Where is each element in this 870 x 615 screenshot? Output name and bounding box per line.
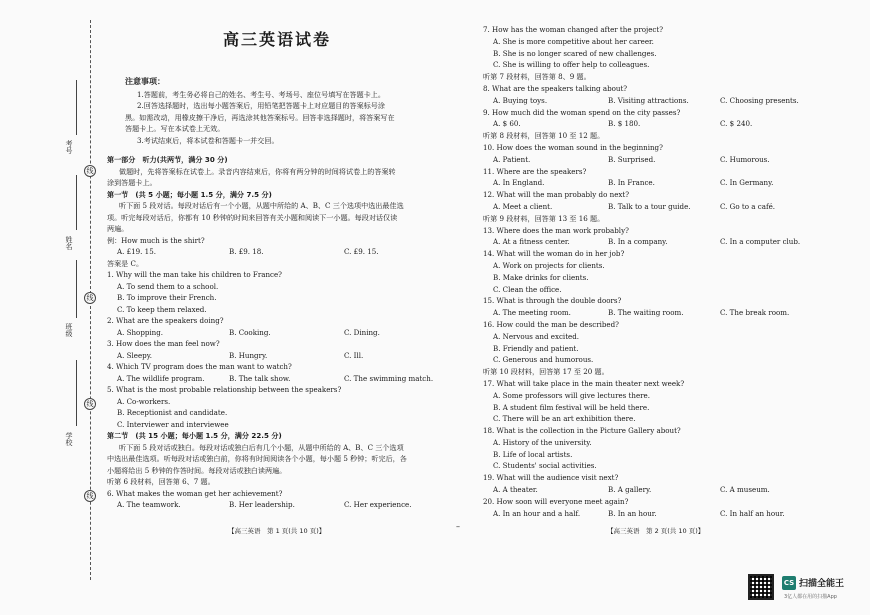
- option: C. $ 240.: [720, 119, 753, 129]
- option: B. In a company.: [608, 237, 668, 247]
- question-text: 16. How could the man be described?: [483, 319, 619, 329]
- option-row: [107, 499, 447, 511]
- question-text: 19. What will the audience visit next?: [483, 473, 619, 483]
- section2-intro-line: 听下面 5 段对话或独白。每段对话或独白后有几个小题，从题中所给的 A、B、C 三个选项: [119, 442, 404, 452]
- question-item: [483, 496, 818, 520]
- example-answer: 答案是 C。: [107, 258, 144, 268]
- school-blank: [76, 360, 77, 426]
- question-item: [107, 315, 447, 338]
- option: A. The wildlife program.: [117, 373, 205, 383]
- option: A. Buying toys.: [493, 95, 548, 105]
- option: A. Some professors will give lectures there.: [493, 390, 651, 400]
- material-note: 听第 7 段材料，回答第 8、9 题。: [483, 72, 591, 82]
- option: B. Talk to a tour guide.: [608, 201, 691, 211]
- question-text: 15. What is through the double doors?: [483, 296, 622, 306]
- question-item: [483, 189, 818, 213]
- exam-title: 高三英语试卷: [222, 30, 331, 49]
- option: A. In an hour and a half.: [493, 508, 581, 518]
- option: C. Generous and humorous.: [493, 355, 594, 365]
- binding-circle-mark: 线: [84, 398, 96, 410]
- question-item: [483, 295, 818, 319]
- option: C. £9. 15.: [344, 247, 379, 256]
- question-item: [107, 384, 447, 430]
- question-text: 8. What are the speakers talking about?: [483, 83, 628, 93]
- question-item: [483, 378, 818, 425]
- example-question: 例：How much is the shirt?: [107, 235, 205, 245]
- option: B. Friendly and patient.: [493, 343, 579, 353]
- question-text: 4. Which TV program does the man want to watch?: [107, 362, 292, 371]
- option: B. Visiting attractions.: [608, 95, 689, 105]
- question-item: [107, 361, 447, 384]
- exam-number-blank: [76, 80, 77, 135]
- option-row: [107, 373, 447, 385]
- part1-intro-line: 做题时，先将答案标在试卷上。录音内容结束后，你将有两分钟的时间将试卷上的答案转: [119, 166, 396, 176]
- option: A. $ 60.: [493, 119, 521, 129]
- material-note: 听第 10 段材料，回答第 17 至 20 题。: [483, 367, 609, 377]
- question-item: [483, 24, 818, 71]
- center-dash: –: [456, 522, 460, 531]
- option-row: [483, 177, 818, 189]
- question-item: [483, 83, 818, 107]
- qr-code: [748, 574, 774, 600]
- notice-item: 答题卡上。写在本试卷上无效。: [125, 124, 225, 133]
- question-item: [483, 142, 818, 166]
- option: C. The break room.: [720, 308, 790, 318]
- option-row: [483, 484, 818, 496]
- option: B. Receptionist and candidate.: [117, 408, 228, 417]
- question-text: 2. What are the speakers doing?: [107, 316, 224, 325]
- section2-intro-line: 小题将给出 5 秒钟的作答时间。每段对话或独白读两遍。: [107, 465, 287, 475]
- question-item: [107, 269, 447, 315]
- name-blank: [76, 175, 77, 230]
- option: C. Interviewer and interviewee: [117, 419, 229, 429]
- example-options: [107, 246, 447, 258]
- option: B. In France.: [608, 178, 655, 188]
- option: A. Shopping.: [117, 327, 164, 337]
- option-row: [107, 350, 447, 362]
- option: A. Nervous and excited.: [493, 331, 580, 341]
- question-text: 9. How much did the woman spend on the city passes?: [483, 107, 681, 117]
- option: C. Choosing presents.: [720, 95, 799, 105]
- option: A. The teamwork.: [117, 500, 181, 509]
- option: B. A student film festival will be held there.: [493, 402, 650, 412]
- option-row: [483, 307, 818, 319]
- binding-margin: [0, 0, 100, 615]
- page-1-footer: 【高三英语 第 1 页(共 10 页)】: [228, 527, 326, 535]
- question-text: 13. Where does the man work probably?: [483, 225, 629, 235]
- option: C. Students' social activities.: [493, 461, 597, 471]
- option: B. She is no longer scared of new challenges.: [493, 48, 657, 58]
- option: B. To improve their French.: [117, 293, 217, 302]
- option-row: [483, 236, 818, 248]
- name-label: 姓名: [65, 236, 73, 250]
- option: C. Her experience.: [344, 500, 412, 509]
- option: C. Clean the office.: [493, 284, 562, 294]
- option: C. The swimming match.: [344, 373, 434, 383]
- question-text: 7. How has the woman changed after the project?: [483, 25, 664, 34]
- question-text: 14. What will the woman do in her job?: [483, 249, 625, 259]
- material-note: 听第 9 段材料，回答第 13 至 16 题。: [483, 213, 605, 223]
- option: A. Meet a client.: [493, 201, 553, 211]
- option: A. Patient.: [493, 154, 531, 164]
- question-item: [107, 338, 447, 361]
- section1-intro-line: 听下面 5 段对话。每段对话后有一个小题，从题中所给的 A、B、C 三个选项中选出最佳选: [119, 201, 404, 210]
- question-item: [483, 425, 818, 472]
- camscanner-name: 扫描全能王: [799, 579, 845, 589]
- option-row: [483, 508, 818, 520]
- option: C. She is willing to offer help to colleagues.: [493, 60, 650, 70]
- option: A. At a fitness center.: [493, 237, 570, 247]
- school-label: 学校: [65, 432, 73, 446]
- option: B. $ 180.: [608, 119, 641, 129]
- option: C. To keep them relaxed.: [117, 304, 207, 314]
- binding-circle-mark: 线: [84, 292, 96, 304]
- exam-number-label: 考号: [65, 140, 73, 154]
- option: A. Work on projects for clients.: [493, 260, 605, 270]
- option: B. Make drinks for clients.: [493, 272, 589, 282]
- option: A. £19. 15.: [117, 247, 156, 256]
- question-text: 3. How does the man feel now?: [107, 339, 220, 348]
- option: C. A museum.: [720, 485, 770, 495]
- binding-circle-mark: 线: [84, 165, 96, 177]
- option: B. £9. 18.: [229, 247, 264, 256]
- class-label: 班级: [65, 323, 73, 337]
- question-item: [483, 472, 818, 496]
- notice-item: 3.考试结束后，将本试卷和答题卡一并交回。: [137, 135, 279, 145]
- option-row: [107, 327, 447, 339]
- option: B. The waiting room.: [608, 308, 684, 318]
- option: C. Humorous.: [720, 154, 770, 164]
- notice-item: 2.回答选择题时，选出每小题答案后，用铅笔把答题卡上对应题目的答案标号涂: [137, 101, 385, 110]
- notice-list: [107, 89, 447, 147]
- camscanner-tagline: 3亿人都在用的扫描App: [784, 594, 837, 600]
- question-text: 11. Where are the speakers?: [483, 166, 587, 176]
- notice-item: 1.答题前，考生务必将自己的姓名、考生号、考场号、座位号填写在答题卡上。: [137, 89, 385, 99]
- option: A. History of the university.: [493, 437, 592, 447]
- option: B. A gallery.: [608, 485, 652, 495]
- option: A. A theater.: [493, 485, 538, 495]
- question-text: 10. How does the woman sound in the beginning?: [483, 142, 663, 152]
- question-text: 1. Why will the man take his children to France?: [107, 270, 282, 279]
- option: B. Hungry.: [229, 350, 268, 360]
- option: B. Cooking.: [229, 327, 271, 337]
- option: C. In a computer club.: [720, 237, 801, 247]
- page-1: [107, 30, 447, 511]
- option: A. She is more competitive about her career.: [493, 36, 654, 46]
- part1-heading: 第一部分 听力(共两节，满分 30 分): [107, 155, 228, 164]
- option: A. The meeting room.: [493, 308, 571, 318]
- question-text: 5. What is the most probable relationship between the speakers?: [107, 385, 342, 394]
- option-row: [483, 201, 818, 213]
- option-row: [483, 95, 818, 107]
- part1-intro-line: 涂到答题卡上。: [107, 178, 157, 187]
- option: B. Her leadership.: [229, 500, 295, 509]
- option-row: [483, 154, 818, 166]
- option: C. There will be an art exhibition there.: [493, 414, 636, 424]
- option: A. Co-workers.: [117, 396, 171, 406]
- camscanner-logo: CS: [782, 576, 796, 590]
- question-text: 6. What makes the woman get her achievement?: [107, 488, 283, 498]
- option: A. Sleepy.: [117, 350, 153, 360]
- option-row: [483, 118, 818, 130]
- option: B. Life of local artists.: [493, 449, 573, 459]
- section1-intro-line: 两遍。: [107, 224, 129, 233]
- question-list: [107, 488, 447, 511]
- option: C. Go to a café.: [720, 201, 776, 211]
- section1-intro-line: 项。听完每段对话后，你都有 10 秒钟的时间来回答有关小题和阅读下一小题。每段对话仅读: [107, 212, 398, 222]
- question-item: [107, 488, 447, 511]
- question-item: [483, 166, 818, 190]
- page-2: [483, 24, 818, 519]
- option: A. In England.: [493, 178, 545, 188]
- question-item: [483, 319, 818, 366]
- question-text: 17. What will take place in the main theater next week?: [483, 378, 685, 388]
- option: C. Dining.: [344, 327, 380, 337]
- question-text: 20. How soon will everyone meet again?: [483, 496, 629, 506]
- option: B. In an hour.: [608, 508, 657, 518]
- option: B. Surprised.: [608, 154, 656, 164]
- notice-item: 黑。如需改动，用橡皮擦干净后，再选涂其他答案标号。回答非选择题时，将答案写在: [125, 112, 395, 122]
- page-2-footer: 【高三英语 第 2 页(共 10 页)】: [607, 527, 705, 535]
- option: A. To send them to a school.: [117, 281, 219, 291]
- question-item: [483, 107, 818, 131]
- material-note: 听第 8 段材料，回答第 10 至 12 题。: [483, 131, 605, 141]
- binding-circle-mark: 线: [84, 490, 96, 502]
- class-blank: [76, 260, 77, 318]
- notice-heading: 注意事项：: [125, 77, 165, 86]
- question-item: [483, 248, 818, 295]
- section2-intro-line: 中选出最佳选项。听每段对话或独白前，你将有时间阅读各个小题，每小题 5 秒钟；听完后，各: [107, 454, 407, 463]
- question-text: 12. What will the man probably do next?: [483, 190, 630, 200]
- option: C. Ill.: [344, 350, 364, 360]
- question-text: 18. What is the collection in the Picture Gallery about?: [483, 426, 681, 436]
- question-item: [483, 225, 818, 249]
- section1-heading: 第一节 (共 5 小题；每小题 1.5 分，满分 7.5 分): [107, 189, 272, 199]
- section2-heading: 第二节 (共 15 小题；每小题 1.5 分，满分 22.5 分): [107, 431, 282, 440]
- question-list: [107, 269, 447, 430]
- option: C. In Germany.: [720, 178, 774, 188]
- option: B. The talk show.: [229, 373, 291, 383]
- option: C. In half an hour.: [720, 508, 785, 518]
- material-note: 听第 6 段材料，回答第 6、7 题。: [107, 477, 215, 486]
